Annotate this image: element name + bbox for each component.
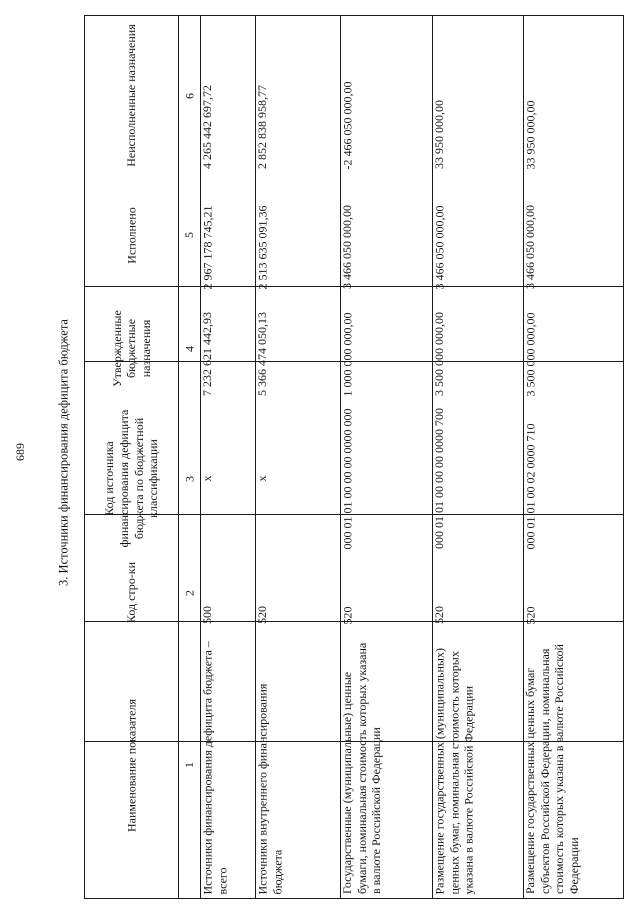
column-number-executed: 5 xyxy=(181,232,196,238)
row-approved: 5 366 474 050,13 xyxy=(255,312,269,396)
column-number-approved: 4 xyxy=(181,345,196,352)
header-name: Наименование показателя xyxy=(124,698,139,832)
header-unexecuted: Неисполненные назначения xyxy=(124,24,139,167)
row-source-code: х xyxy=(255,475,269,482)
column-number-unexecuted: 6 xyxy=(181,92,196,99)
row-approved: 3 500 000 000,00 xyxy=(523,312,537,396)
header-line-code: Код стро-ки xyxy=(124,561,139,624)
header-executed: Исполнено xyxy=(124,206,139,264)
row-name: Государственные (муниципальные) ценные бумаги, номинальная стоимость которых указана в валюте Российской Федерации xyxy=(340,642,384,894)
header-approved: Утвержденные бюджетные назначения xyxy=(109,310,153,387)
row-name: Размещение государственных ценных бумаг субъектов Российской Федерации, номинальная стоимость которых указана в валюте Российской Федерации xyxy=(523,644,581,894)
row-executed: 2 967 178 745,21 xyxy=(200,205,214,289)
page-number: 689 xyxy=(13,443,27,461)
column-number-line-code: 2 xyxy=(181,589,196,596)
section-title: 3. Источники финансирования дефицита бюджета xyxy=(56,318,71,586)
row-source-code: 000 01 01 00 00 00 0000 700 xyxy=(432,408,446,549)
row-unexecuted: -2 466 050 000,00 xyxy=(340,81,354,169)
row-approved: 1 000 000 000,00 xyxy=(340,312,354,396)
row-line-code: 520 xyxy=(432,606,446,624)
row-unexecuted: 33 950 000,00 xyxy=(432,100,446,169)
row-line-code: 500 xyxy=(200,606,214,624)
row-unexecuted: 33 950 000,00 xyxy=(523,100,537,169)
row-executed: 3 466 050 000,00 xyxy=(432,205,446,289)
row-source-code: 000 01 01 00 02 0000 710 xyxy=(523,423,537,549)
row-name: Источники внутреннего финансирования бюджета xyxy=(255,683,284,894)
row-executed: 3 466 050 000,00 xyxy=(523,205,537,289)
row-line-code: 520 xyxy=(523,606,537,624)
row-name: Источники финансирования дефицита бюджета – всего xyxy=(200,640,229,894)
row-source-code: 000 01 01 00 00 00 0000 000 xyxy=(340,408,354,549)
row-line-code: 520 xyxy=(255,606,269,624)
row-executed: 2 513 635 091,36 xyxy=(255,205,269,289)
row-approved: 7 232 621 442,93 xyxy=(200,312,214,396)
row-executed: 3 466 050 000,00 xyxy=(340,205,354,289)
row-line-code: 520 xyxy=(340,606,354,624)
row-source-code: х xyxy=(200,475,214,482)
header-source-code: Код источника финансирования дефицита бюджета по бюджетной классификации xyxy=(102,409,161,548)
row-approved: 3 500 000 000,00 xyxy=(432,312,446,396)
row-name: Размещение государственных (муниципальных) ценных бумаг, номинальная стоимость которых указана в валюте Российской Федерации xyxy=(432,647,476,894)
budget-deficit-sources-table xyxy=(84,15,624,899)
row-unexecuted: 4 265 442 697,72 xyxy=(200,85,214,169)
column-number-name: 1 xyxy=(181,762,196,768)
row-unexecuted: 2 852 838 958,77 xyxy=(255,85,269,169)
column-number-source-code: 3 xyxy=(181,475,196,482)
